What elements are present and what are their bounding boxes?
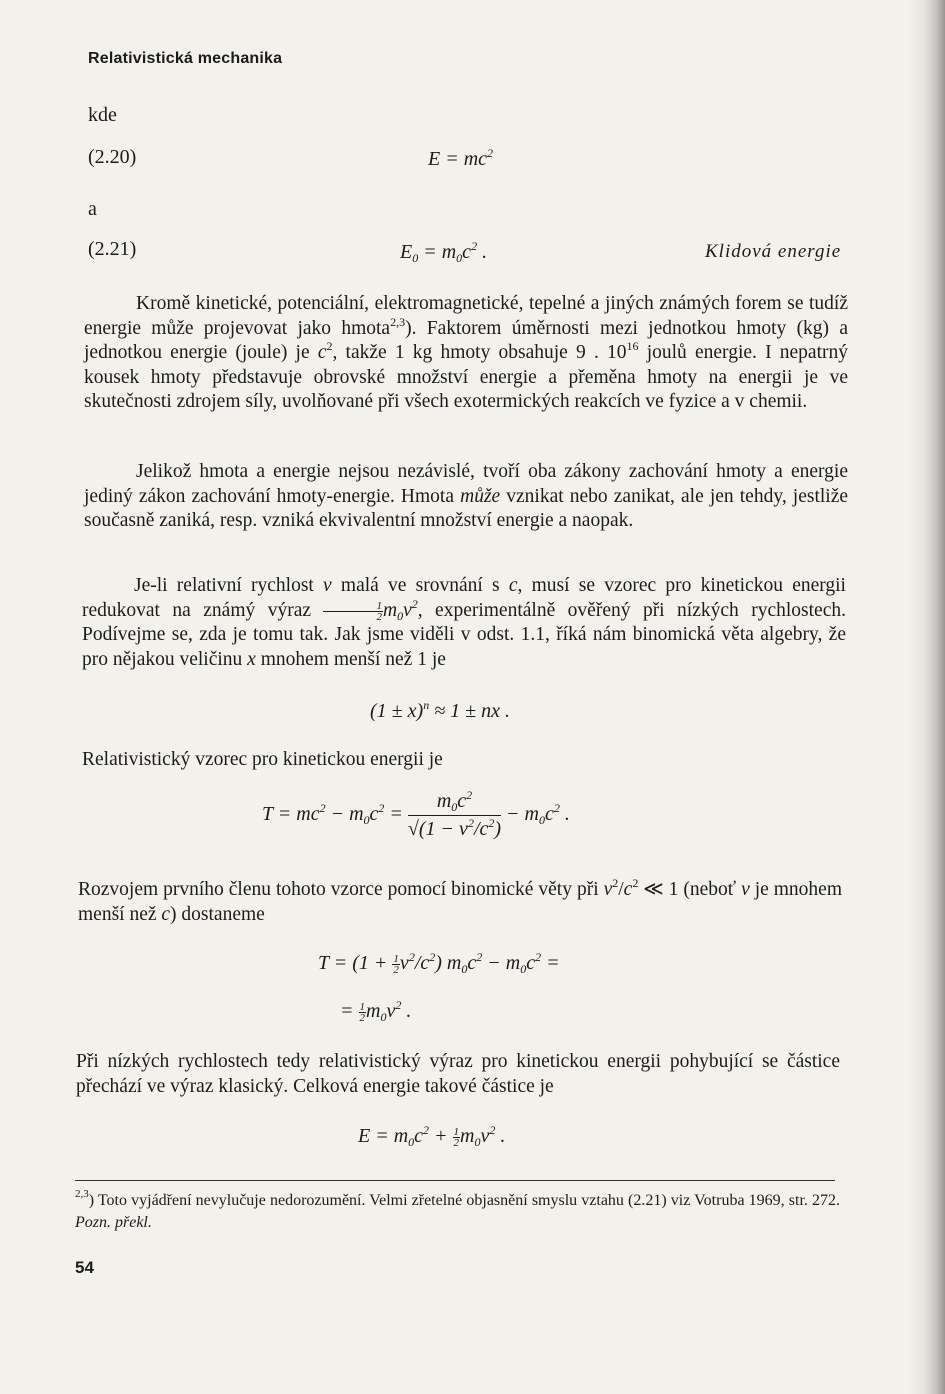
footnote: $^{2,3}$) Toto vyjádření nevylučuje nedorozumění. Velmi zřetelné objasnění smyslu vztahu (2.21) viz Votruba 1969, str. 272. Pozn. překl.: [75, 1188, 840, 1231]
footnote-rule: [75, 1180, 835, 1181]
paragraph-1: Kromě kinetické, potenciální, elektromagnetické, tepelné a jiných známých forem se tudíž energie může projevovat jako hmota$^{2,3}$). Faktorem úměrnosti mezi jednotkou hmoty (kg) a jednotkou energie (joule) je $c^2$, takže 1 kg hmoty obsahuje 9 . $10^{16}$ joulů energie. I nepatrný kousek hmoty představuje obrovské množství energie a přeměna hmoty na energii je ve skutečnosti zdrojem síly, uvolňované při všech exotermických reakcích ve fyzice a v chemii.: [84, 293, 848, 413]
paragraph-5: Rozvojem prvního členu tohoto vzorce pomocí binomické věty při $v^2/c^2$ ≪ 1 (neboť v je mnohem menší než c) dostaneme: [78, 876, 842, 925]
footnote-ref: 2,3: [390, 314, 406, 329]
paragraph-6: Při nízkých rychlostech tedy relativistický výraz pro kinetickou energii pohybující se částice přechází ve výraz klasický. Celková energie takové částice je: [76, 1051, 840, 1097]
eq-2-21-number: (2.21): [88, 238, 137, 260]
equation-total-energy: $E = m_0c^2$ + $\frac{1}{2}$ $m_0v^2$ .: [358, 1123, 506, 1149]
paragraph-3: Je-li relativní rychlost v malá ve srovnání s c, musí se vzorec pro kinetickou energii redukovat na známý výraz $\frac{1}{2}$ $m_0v^2$, experimentálně ověřený při nízkých rychlostech. Podívejme se, zda je tomu tak. Jak jsme viděli v odst. 1.1, říká nám binomická věta algebry, že pro nějakou veličinu x mnohem menší než 1 je: [82, 575, 846, 670]
word-kde: kde: [88, 104, 117, 126]
equation-kinetic-energy: $T = mc^2 - m_0c^2$ = $\frac{m_0c^2}{√(1 - v^2/c^2)}$ − $m_0c^2$ .: [262, 788, 570, 840]
paragraph-4: Relativistický vzorec pro kinetickou energii je: [82, 749, 443, 770]
margin-label-rest-energy: Klidová energie: [705, 241, 842, 262]
running-head: Relativistická mechanika: [88, 50, 283, 67]
word-a: a: [88, 198, 97, 220]
equation-expansion-line-1: T = (1 + $\frac{1}{2}$ $v^2/c^2$) $m_0c^2 - m_0c^2$ =: [318, 950, 560, 976]
eq-2-20-number: (2.20): [88, 146, 137, 168]
equation-expansion-line-2: = $\frac{1}{2}$ $m_0v^2$ .: [340, 998, 412, 1024]
equation-2-20: $E = mc^2$: [428, 146, 494, 170]
page-number: 54: [75, 1258, 94, 1277]
page-gutter-shadow: [909, 0, 945, 1394]
paragraph-2: Jelikož hmota a energie nejsou nezávislé, tvoří oba zákony zachování hmoty a energie jediný zákon zachování hmoty-energie. Hmota může vznikat nebo zanikat, ale jen tehdy, jestliže současně zaniká, resp. vzniká ekvivalentní množství energie a naopak.: [84, 461, 849, 532]
equation-binomial: $(1 \pm x)^n \approx 1$ ± nx .: [370, 698, 511, 722]
equation-2-21: $E_0 = m_0c^2$ .: [400, 239, 488, 265]
